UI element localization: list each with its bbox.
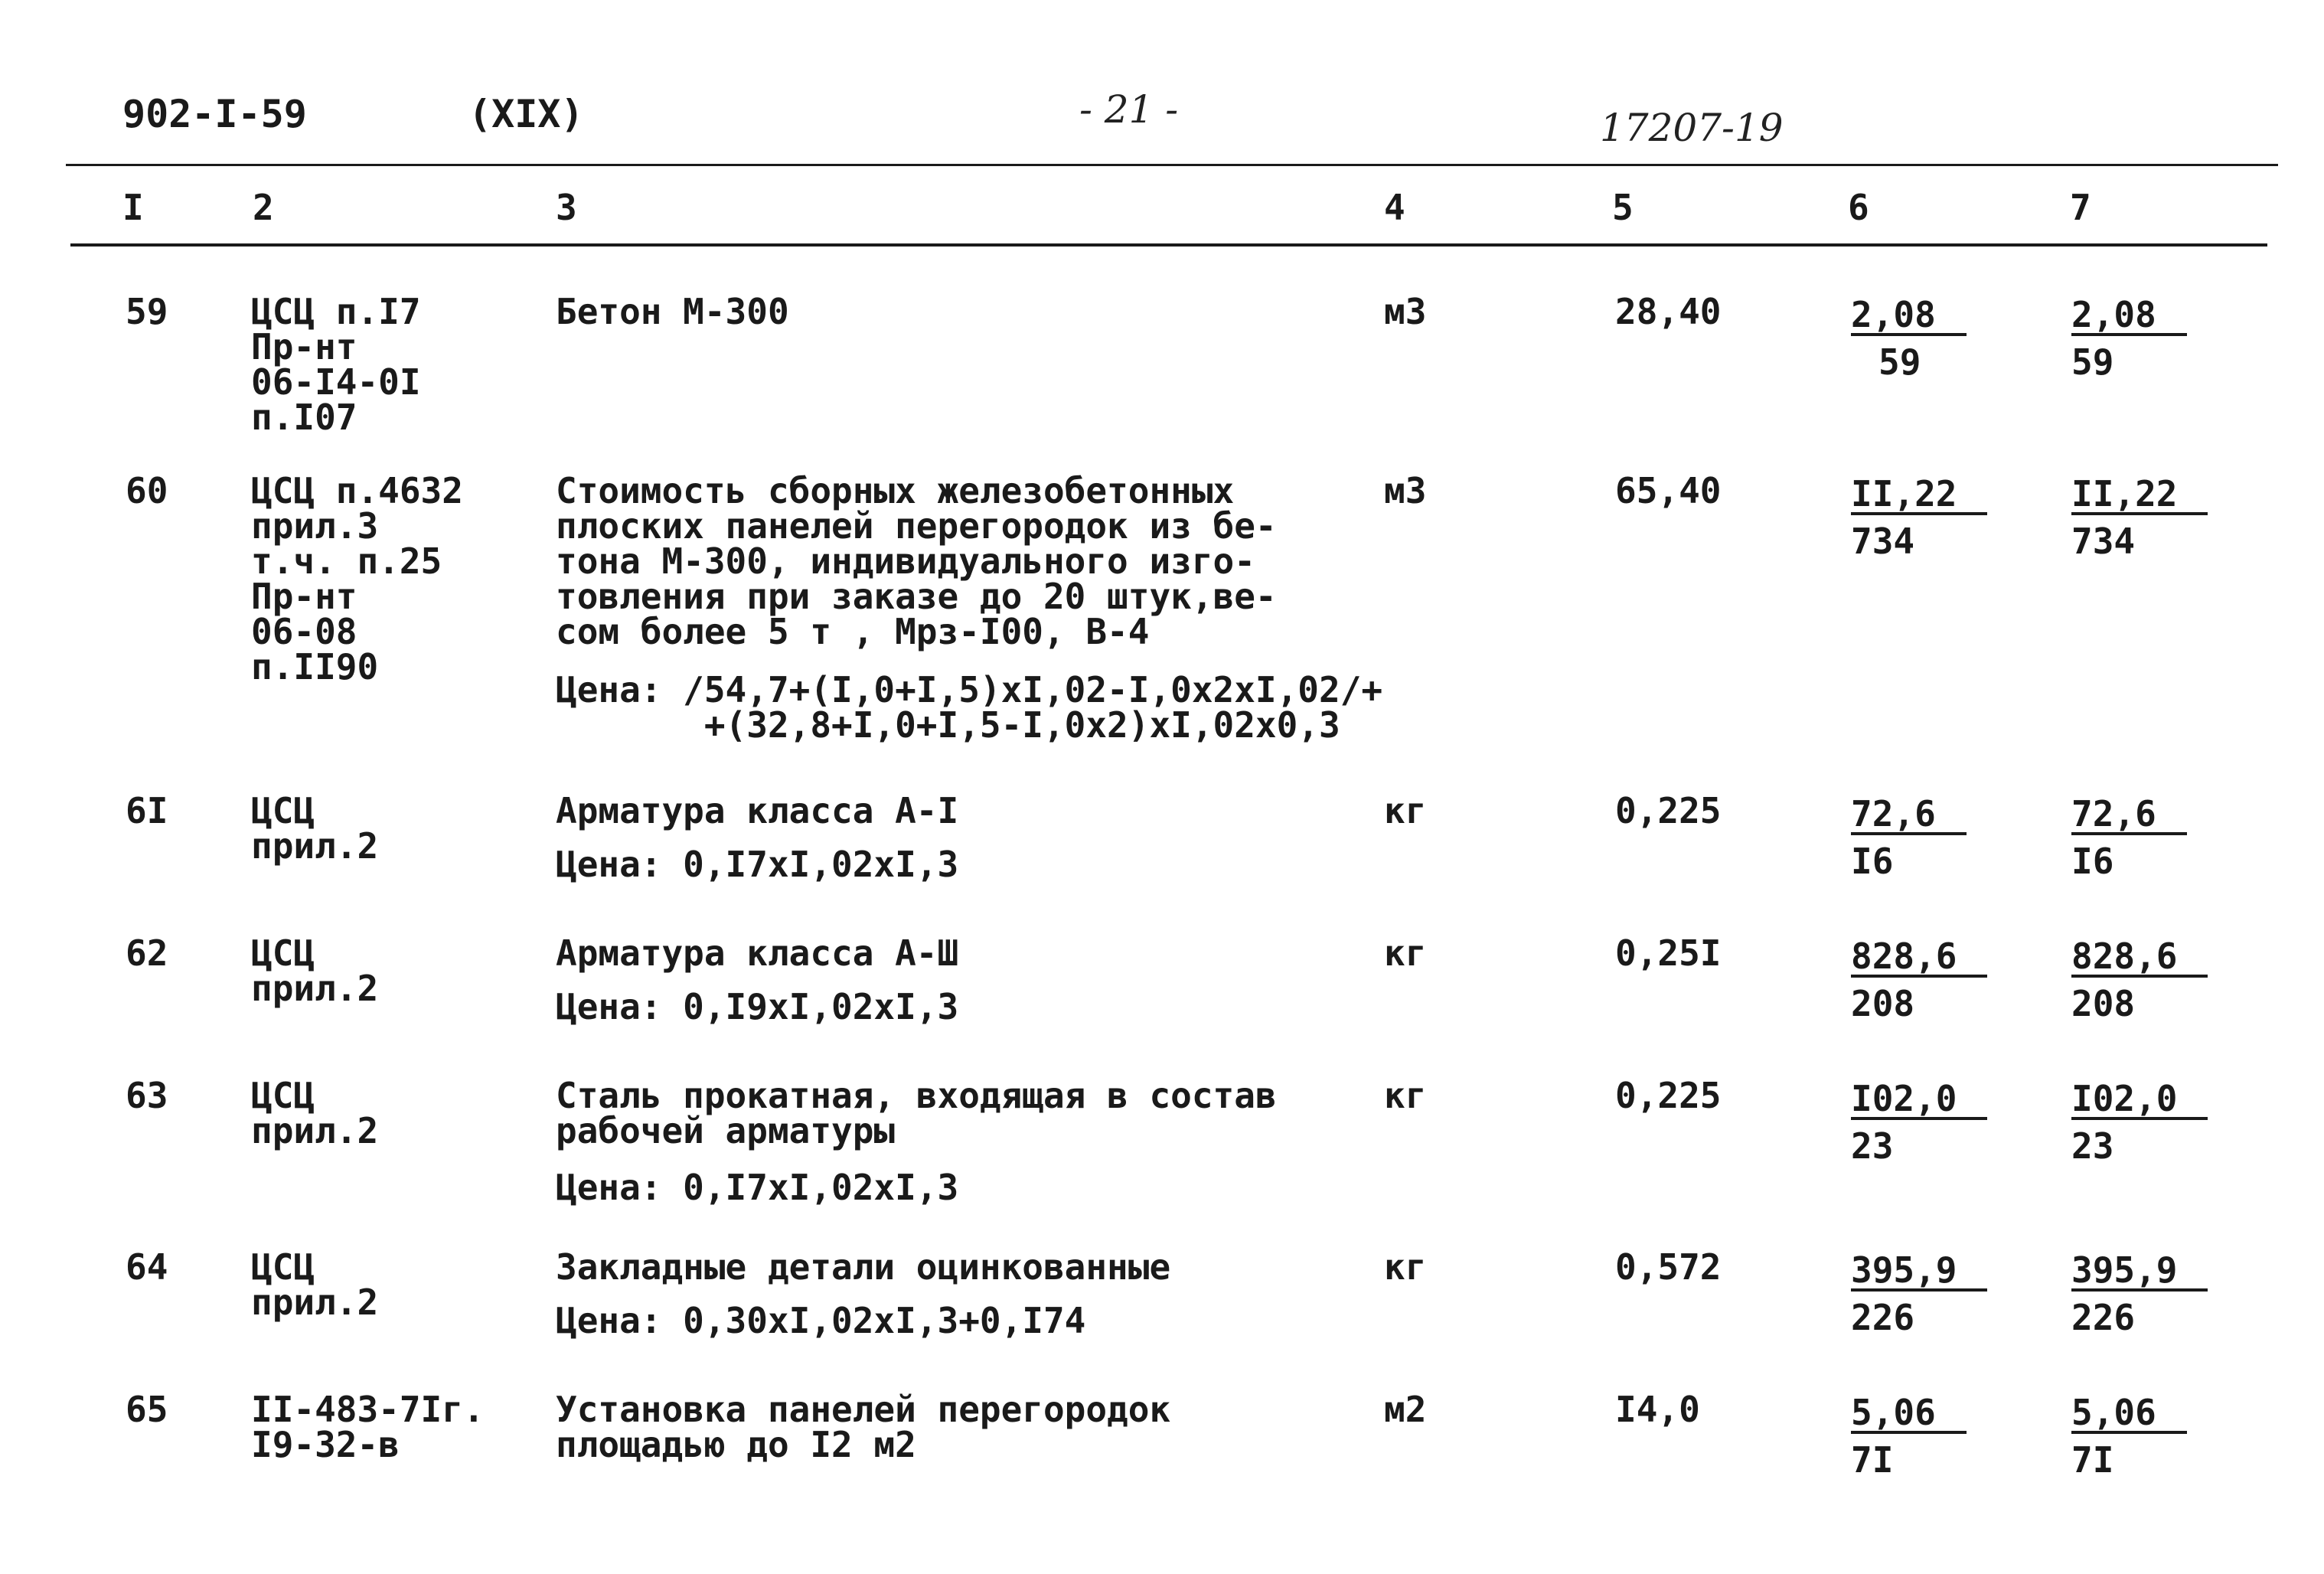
row-number: 65: [126, 1389, 168, 1430]
unit: кг: [1384, 932, 1427, 974]
price-formula: Цена: 0,I7xI,02xI,3: [556, 1167, 959, 1208]
column-header: 5: [1612, 187, 1634, 228]
page-number: - 21 -: [1079, 87, 1179, 132]
column-header: I: [122, 187, 144, 228]
quantity: 0,225: [1615, 1075, 1722, 1116]
unit-cost: $\frac{II,22}{734}$: [1851, 473, 1987, 560]
total-cost: $\frac{II,22}{734}$: [2071, 473, 2208, 560]
item-description: Закладные детали оцинкованные: [556, 1246, 1171, 1288]
column-header: 6: [1848, 187, 1869, 228]
total-cost: $\frac{2,08}{59}$: [2071, 294, 2187, 380]
column-header: 3: [556, 187, 577, 228]
price-formula: Цена: 0,I9xI,02xI,3: [556, 986, 959, 1027]
row-number: 6I: [126, 790, 168, 831]
source-reference: II-483-7Iг. I9-32-в: [251, 1389, 485, 1465]
unit-cost: $\frac{I02,0}{23}$: [1851, 1078, 1987, 1164]
unit: м3: [1384, 470, 1427, 511]
row-number: 63: [126, 1075, 168, 1116]
price-formula: Цена: 0,I7xI,02xI,3: [556, 844, 959, 885]
column-header: 2: [253, 187, 274, 228]
doc-code: 902-I-59: [122, 92, 307, 136]
header-top-rule: [66, 164, 2278, 166]
column-header: 7: [2070, 187, 2091, 228]
item-description: Сталь прокатная, входящая в состав рабочей арматуры: [556, 1075, 1277, 1151]
source-reference: ЦСЦ п.I7 Пр-нт 06-I4-0I п.I07: [251, 291, 421, 438]
item-description: Бетон М-300: [556, 291, 789, 332]
item-description: Установка панелей перегородок площадью до I2 м2: [556, 1389, 1171, 1465]
price-formula: Цена: /54,7+(I,0+I,5)xI,02-I,0x2xI,02/+ +(32,8+I,0+I,5-I,0x2)xI,02x0,3: [556, 669, 1383, 746]
row-number: 59: [126, 291, 168, 332]
total-cost: $\frac{828,6}{208}$: [2071, 936, 2208, 1022]
source-reference: ЦСЦ прил.2: [251, 790, 379, 867]
unit: м2: [1384, 1389, 1427, 1430]
column-header: 4: [1384, 187, 1405, 228]
total-cost: $\frac{72,6}{I6}$: [2071, 793, 2187, 880]
unit: м3: [1384, 291, 1427, 332]
quantity: I4,0: [1615, 1389, 1700, 1430]
quantity: 0,25I: [1615, 932, 1722, 974]
total-cost: $\frac{5,06}{7I}$: [2071, 1392, 2187, 1478]
item-description: Стоимость сборных железобетонных плоских панелей перегородок из бе- тона М-300, индивидуального изго- товления при заказе до 20 штук,ве- сом более 5 т , Мрз-I00, В-4: [556, 470, 1277, 652]
unit-cost: $\frac{72,6}{I6}$: [1851, 793, 1967, 880]
quantity: 0,572: [1615, 1246, 1722, 1288]
quantity: 0,225: [1615, 790, 1722, 831]
total-cost: $\frac{I02,0}{23}$: [2071, 1078, 2208, 1164]
quantity: 65,40: [1615, 470, 1722, 511]
source-reference: ЦСЦ прил.2: [251, 1075, 379, 1151]
source-reference: ЦСЦ прил.2: [251, 932, 379, 1009]
price-formula: Цена: 0,30xI,02xI,3+0,I74: [556, 1300, 1086, 1341]
unit: кг: [1384, 1075, 1427, 1116]
unit-cost: $\frac{5,06}{7I}$: [1851, 1392, 1967, 1478]
unit-cost: $\frac{828,6}{208}$: [1851, 936, 1987, 1022]
unit: кг: [1384, 1246, 1427, 1288]
item-description: Арматура класса А-I: [556, 790, 959, 831]
total-cost: $\frac{395,9}{226}$: [2071, 1249, 2208, 1336]
item-description: Арматура класса А-Ш: [556, 932, 959, 974]
unit-cost: $\frac{2,08}{59}$: [1851, 294, 1967, 380]
archive-number: 17207-19: [1600, 106, 1784, 150]
quantity: 28,40: [1615, 291, 1722, 332]
row-number: 64: [126, 1246, 168, 1288]
header-bottom-rule: [70, 243, 2267, 247]
unit-cost: $\frac{395,9}{226}$: [1851, 1249, 1987, 1336]
section-number: (XIX): [468, 92, 584, 136]
row-number: 62: [126, 932, 168, 974]
row-number: 60: [126, 470, 168, 511]
unit: кг: [1384, 790, 1427, 831]
source-reference: ЦСЦ п.4632 прил.3 т.ч. п.25 Пр-нт 06-08 п.II90: [251, 470, 463, 687]
source-reference: ЦСЦ прил.2: [251, 1246, 379, 1323]
